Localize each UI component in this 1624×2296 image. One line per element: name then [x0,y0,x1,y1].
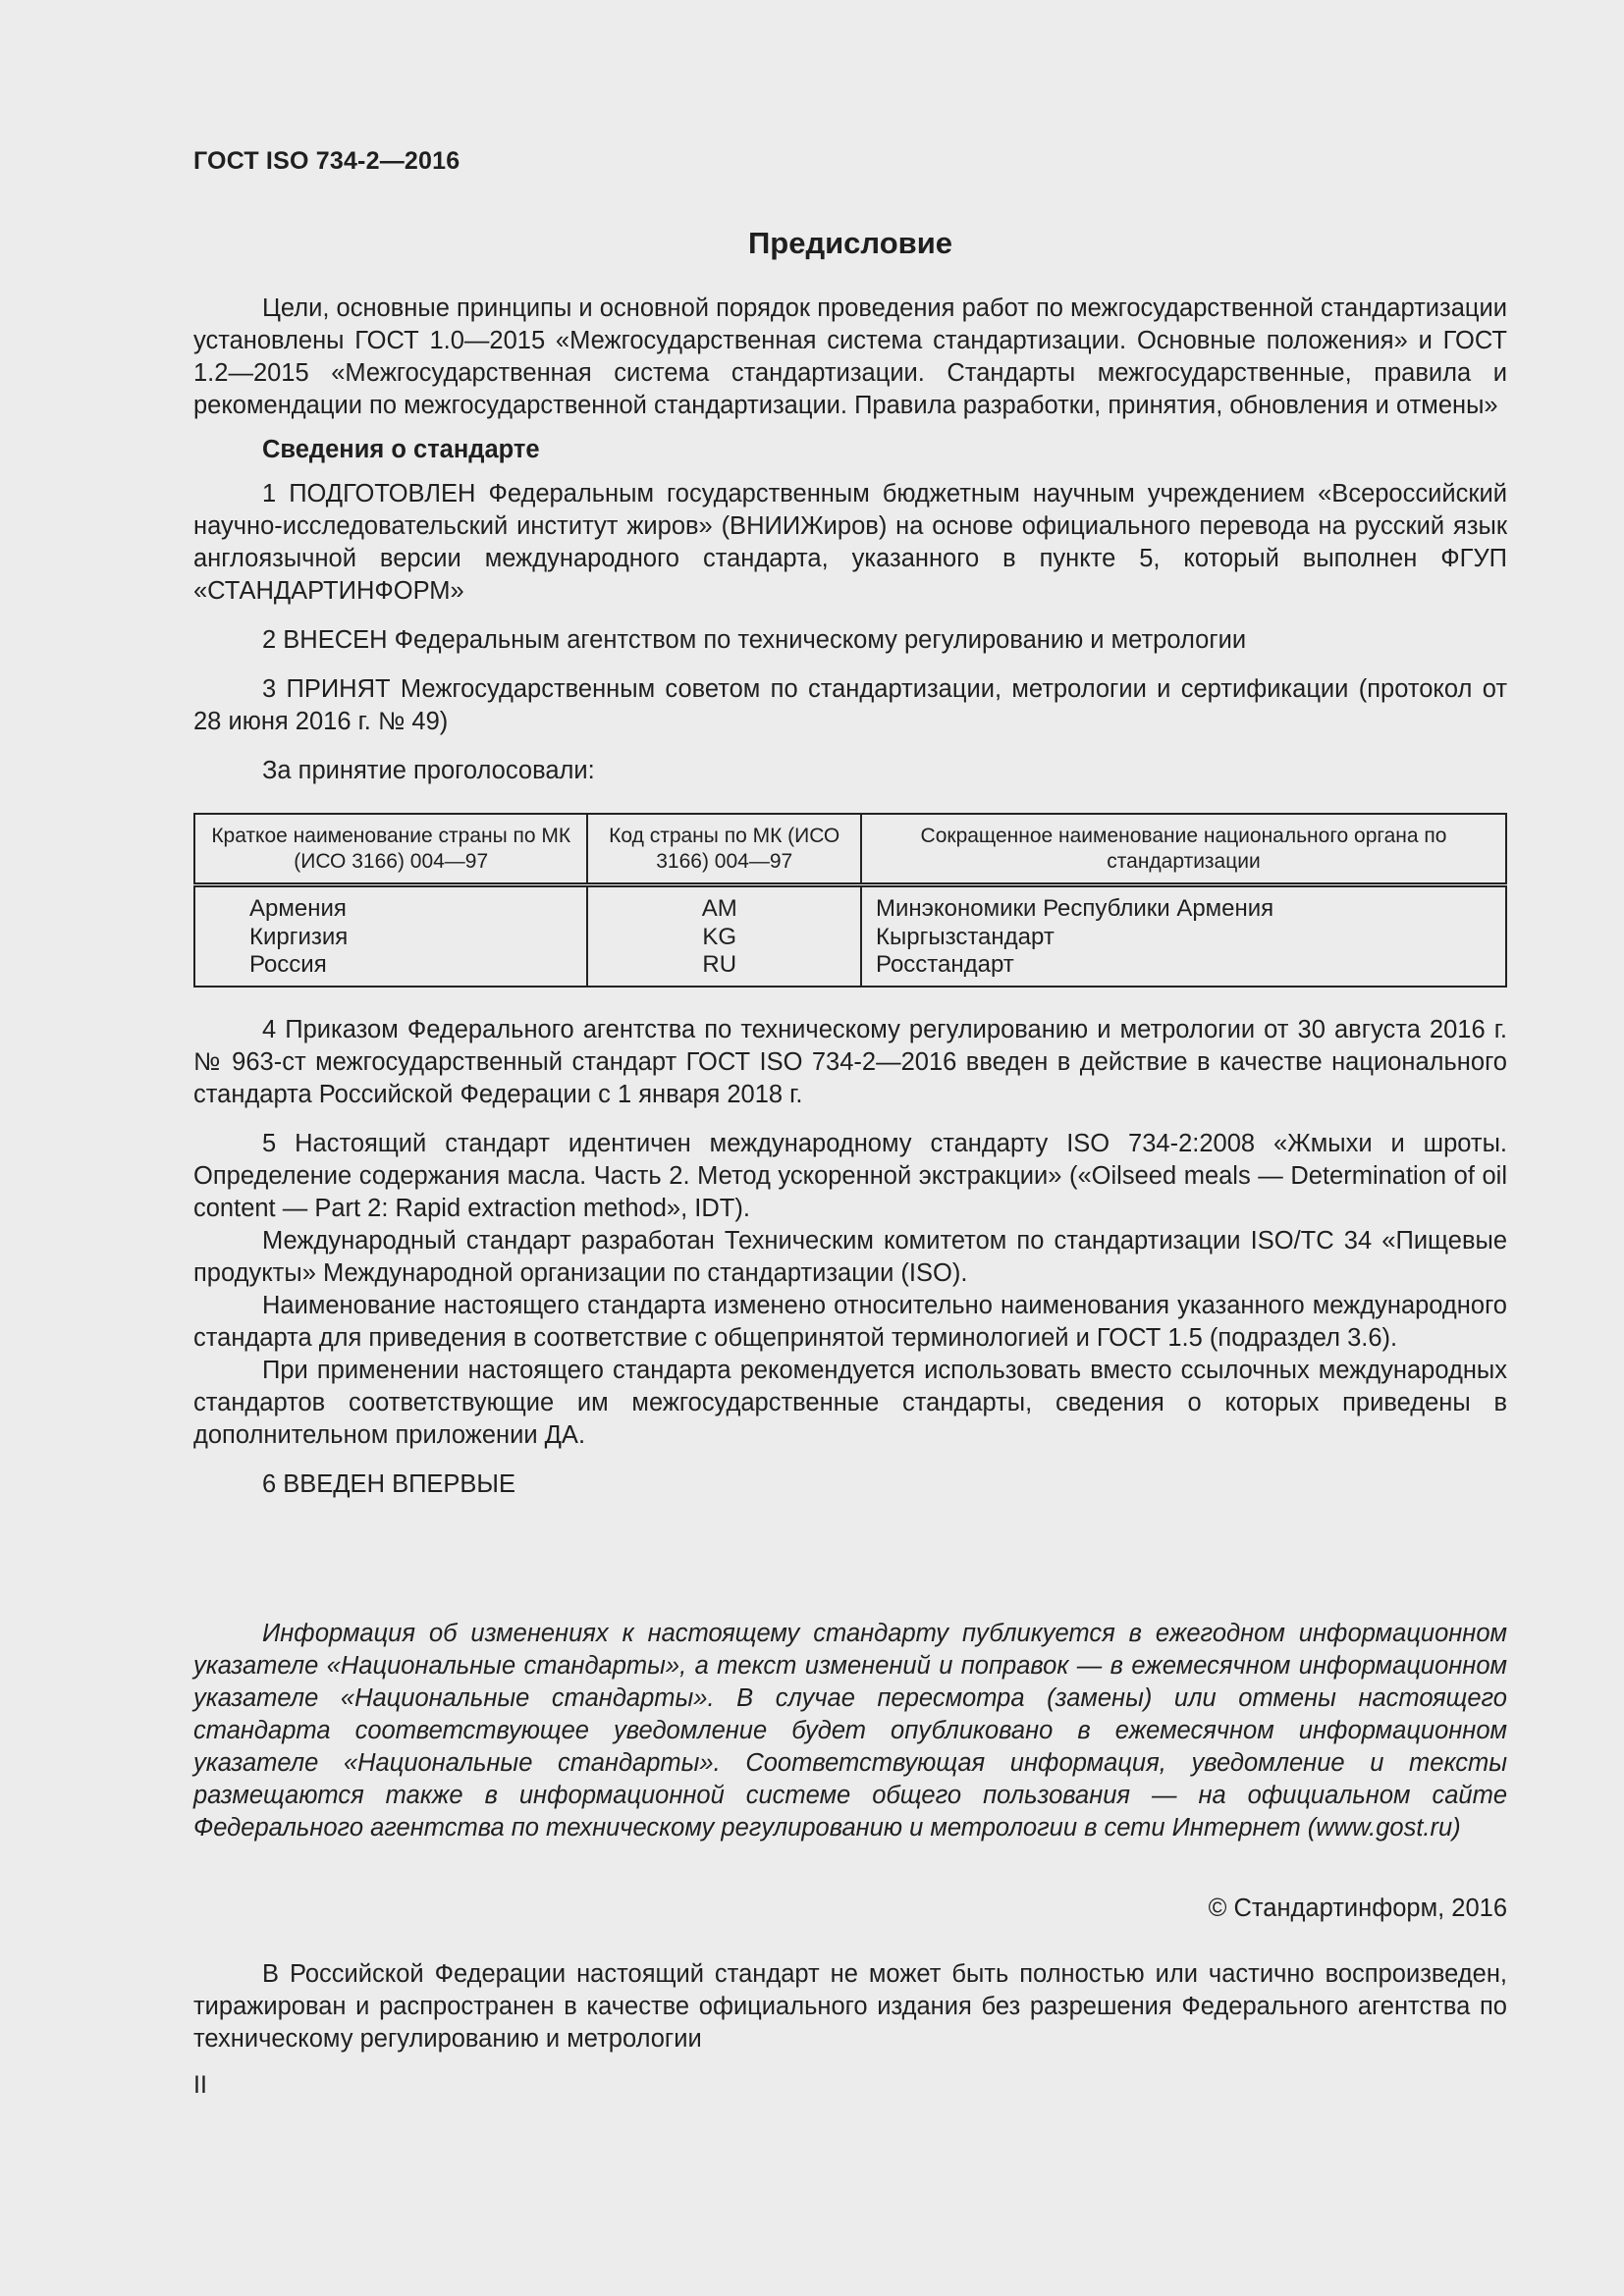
country-code: RU [702,951,737,978]
item-4: 4 Приказом Федерального агентства по техническому регулированию и метрологии от 30 августа 2016 г. № 963-ст межгосударственный стандарт ГОСТ ISO 734-2—2016 введен в действие в качестве национального стандарта Российской Федерации с 1 января 2018 г. [193,1015,1507,1108]
country-name: Армения [249,895,347,922]
copyright-line: © Стандартинформ, 2016 [1208,1895,1507,1922]
info-heading: Сведения о стандарте [262,436,540,463]
item-5-paragraph-2: Международный стандарт разработан Техническим комитетом по стандартизации ISO/TC 34 «Пищевые продукты» Международной организации по стандартизации (ISO). [193,1226,1507,1287]
table-header-country: Краткое наименование страны по МК (ИСО 3166) 004—97 [194,814,587,885]
voted-label: За принятие проголосовали: [262,757,595,784]
country-code: KG [702,923,737,950]
table-cell-bodies [861,885,1506,987]
table-cell-codes [587,885,861,987]
item-1: 1 ПОДГОТОВЛЕН Федеральным государственным бюджетным научным учреждением «Всероссийский научно-исследовательский институт жиров» (ВНИИЖиров) на основе официального перевода на русский язык англоязычной версии международного стандарта, указанного в пункте 5, который выполнен ФГУП «СТАНДАРТИНФОРМ» [193,480,1507,605]
country-name: Киргизия [249,923,349,950]
country-code: AM [701,895,737,922]
table-row [194,885,1506,987]
item-3: 3 ПРИНЯТ Межгосударственным советом по стандартизации, метрологии и сертификации (протокол от 28 июня 2016 г. № 49) [193,675,1507,735]
standards-body: Кыргызстандарт [876,923,1055,950]
table-header-row [194,814,1506,885]
legal-notice-paragraph: В Российской Федерации настоящий стандарт не может быть полностью или частично воспроизведен, тиражирован и распространен в качестве официального издания без разрешения Федерального агентства по техническому регулированию и метрологии [193,1960,1507,2053]
item-5: 5 Настоящий стандарт идентичен международному стандарту ISO 734-2:2008 «Жмыхи и шроты. Определение содержания масла. Часть 2. Метод ускоренной экстракции» («Oilseed meals — Determination of oil content — Part 2: Rapid extraction method», IDT). [193,1129,1507,1222]
changes-info-paragraph: Информация об изменениях к настоящему стандарту публикуется в ежегодном информационном указателе «Национальные стандарты», а текст изменений и поправок — в ежемесячном информационном указателе «Национальные стандарты». В случае пересмотра (замены) или отмены настоящего стандарта соответствующее уведомление будет опубликовано в ежемесячном информационном указателе «Национальные стандарты». Соответствующая информация, уведомление и тексты размещаются также в информационной системе общего пользования — на официальном сайте Федерального агентства по техническому регулированию и метрологии в сети Интернет (www.gost.ru) [193,1620,1507,1842]
table-header-code: Код страны по МК (ИСО 3166) 004—97 [587,814,861,885]
document-header: ГОСТ ISO 734-2—2016 [193,147,460,175]
table-cell-countries [194,885,587,987]
intro-paragraph: Цели, основные принципы и основной порядок проведения работ по межгосударственной стандартизации установлены ГОСТ 1.0—2015 «Межгосударственная система стандартизации. Основные положения» и ГОСТ 1.2—2015 «Межгосударственная система стандартизации. Стандарты межгосударственные, правила и рекомендации по межгосударственной стандартизации. Правила разработки, принятия, обновления и отмены» [193,294,1507,419]
country-name: Россия [249,951,327,978]
legal-notice-block [193,1958,1507,2056]
item-6: 6 ВВЕДЕН ВПЕРВЫЕ [262,1469,516,1498]
item-5-paragraph-4: При применении настоящего стандарта рекомендуется использовать вместо ссылочных международных стандартов соответствующие им межгосударственные стандарты, сведения о которых приведены в дополнительном приложении ДА. [193,1356,1507,1449]
table-header-body: Сокращенное наименование национального органа по стандартизации [861,814,1506,885]
item-2: 2 ВНЕСЕН Федеральным агентством по техническому регулированию и метрологии [262,626,1247,654]
standards-body: Росстандарт [876,951,1014,978]
item-5-paragraph-3: Наименование настоящего стандарта изменено относительно наименования указанного международного стандарта для приведения в соответствие с общепринятой терминологией и ГОСТ 1.5 (подраздел 3.6). [193,1291,1507,1352]
standards-body: Минэкономики Республики Армения [876,895,1274,922]
voting-table [193,813,1507,988]
page-title: Предисловие [747,226,952,260]
page-number: II [193,2071,207,2099]
document-body [193,293,1507,1501]
changes-info-block [193,1618,1507,1844]
